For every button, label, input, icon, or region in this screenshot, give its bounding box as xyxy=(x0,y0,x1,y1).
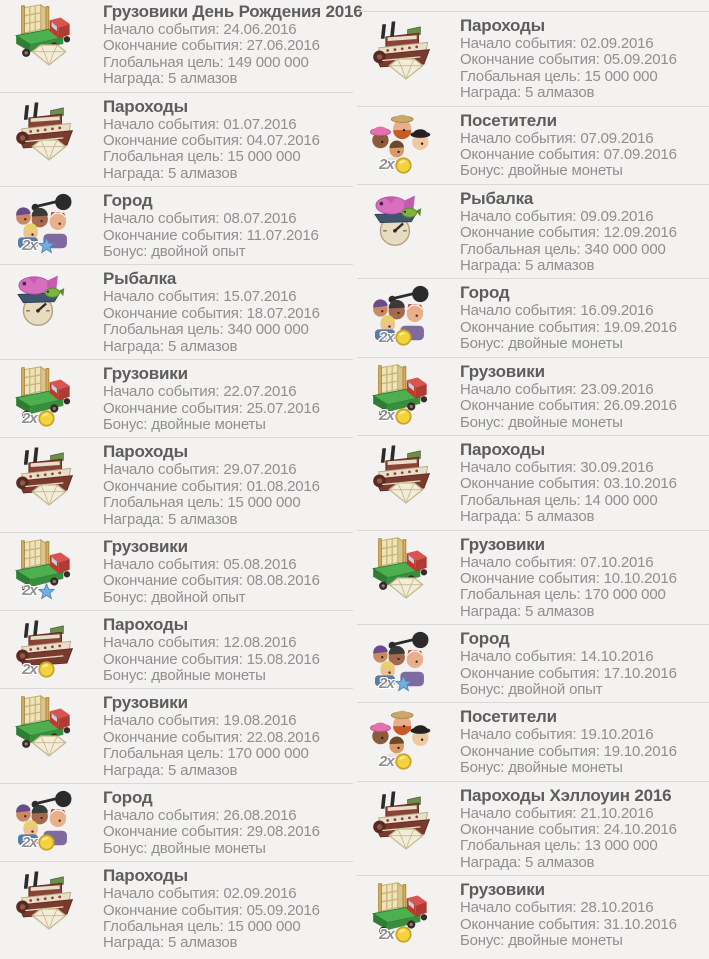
event-detail-line: Окончание события: 27.06.2016 xyxy=(103,37,320,55)
multiplier-label: 2x xyxy=(379,674,394,692)
diamond-icon xyxy=(386,57,426,81)
event-icon-cell xyxy=(0,441,103,501)
event-text xyxy=(460,110,709,180)
event-badge xyxy=(379,408,412,425)
event-detail-line: Окончание события: 15.08.2016 xyxy=(103,650,320,668)
event-text xyxy=(103,1,363,88)
event-list-item[interactable] xyxy=(357,435,709,530)
event-list-item[interactable] xyxy=(0,861,353,956)
event-title: Пароходы xyxy=(460,439,545,459)
coin-icon xyxy=(395,157,412,174)
event-detail-line: Окончание события: 05.09.2016 xyxy=(103,901,320,919)
event-badge xyxy=(28,907,69,931)
event-detail-line: Начало события: 28.10.2016 xyxy=(460,899,654,917)
event-detail-line: Глобальная цель: 15 000 000 xyxy=(103,494,301,512)
event-detail-line: Глобальная цель: 15 000 000 xyxy=(103,148,301,166)
event-detail-line: Награда: 5 алмазов xyxy=(103,164,238,182)
star-icon xyxy=(38,237,55,254)
event-text xyxy=(103,96,353,183)
event-icon-cell xyxy=(357,706,460,770)
event-title: Пароходы xyxy=(460,16,545,35)
event-detail-line: Глобальная цель: 340 000 000 xyxy=(103,321,309,339)
event-title: Грузовики xyxy=(103,536,188,556)
event-detail-line: Бонус: двойные монеты xyxy=(103,666,266,684)
event-detail-line: Награда: 5 алмазов xyxy=(460,257,595,275)
event-detail-line: Окончание события: 24.10.2016 xyxy=(460,821,677,838)
event-detail-line: Окончание события: 26.09.2016 xyxy=(460,397,677,415)
event-badge xyxy=(385,57,426,81)
event-badge xyxy=(22,834,55,851)
event-icon-cell xyxy=(0,268,103,328)
event-badge xyxy=(28,138,69,162)
event-detail-line: Окончание события: 17.10.2016 xyxy=(460,664,677,682)
multiplier-label: 2x xyxy=(22,660,37,678)
event-detail-line: Начало события: 24.06.2016 xyxy=(103,21,297,38)
event-text xyxy=(103,363,353,433)
event-badge xyxy=(22,237,55,254)
event-icon-cell xyxy=(0,692,103,752)
event-text xyxy=(460,879,709,949)
event-text xyxy=(460,15,709,102)
event-list-item[interactable] xyxy=(357,357,709,435)
event-detail-line: Окончание события: 29.08.2016 xyxy=(103,823,320,841)
event-detail-line: Начало события: 30.09.2016 xyxy=(460,458,654,476)
diamond-icon xyxy=(386,576,426,600)
diamond-icon xyxy=(29,734,69,758)
event-list-item[interactable] xyxy=(357,106,709,184)
event-detail-line: Окончание события: 08.08.2016 xyxy=(103,572,320,590)
diamond-icon xyxy=(386,827,426,851)
event-detail-line: Начало события: 14.10.2016 xyxy=(460,648,654,666)
star-icon xyxy=(395,675,412,692)
event-detail-line: Окончание события: 19.10.2016 xyxy=(460,742,677,760)
event-title: Грузовики xyxy=(460,361,545,381)
event-detail-line: Окончание события: 11.07.2016 xyxy=(103,226,319,244)
event-detail-line: Начало события: 16.09.2016 xyxy=(460,302,654,320)
event-detail-line: Окончание события: 07.09.2016 xyxy=(460,146,677,164)
multiplier-label: 2x xyxy=(22,236,37,254)
event-list-item[interactable] xyxy=(357,278,709,356)
event-list-item[interactable] xyxy=(0,264,353,359)
event-detail-line: Окончание события: 10.10.2016 xyxy=(460,569,677,587)
event-badge xyxy=(379,753,412,770)
event-detail-line: Бонус: двойные монеты xyxy=(460,759,623,777)
event-detail-line: Начало события: 21.10.2016 xyxy=(460,804,654,822)
event-icon-cell xyxy=(0,536,103,600)
event-icon-cell xyxy=(0,190,103,254)
event-list-item[interactable] xyxy=(357,781,709,876)
event-icon-cell xyxy=(357,361,460,425)
event-detail-line: Бонус: двойной опыт xyxy=(103,588,246,606)
event-icon-cell xyxy=(357,879,460,943)
event-list-item[interactable] xyxy=(0,186,353,264)
event-text xyxy=(460,706,709,776)
event-title: Пароходы xyxy=(103,442,188,462)
event-detail-line: Окончание события: 25.07.2016 xyxy=(103,399,320,417)
event-title: Рыбалка xyxy=(103,269,177,289)
event-badge xyxy=(385,827,426,851)
event-detail-line: Начало события: 07.09.2016 xyxy=(460,129,654,147)
event-badge xyxy=(379,926,412,943)
event-icon-cell xyxy=(357,282,460,346)
event-detail-line: Награда: 5 алмазов xyxy=(103,934,238,952)
event-text xyxy=(103,787,353,857)
event-title: Грузовики xyxy=(460,880,545,900)
fish-scale-icon xyxy=(9,270,85,328)
event-title: Рыбалка xyxy=(460,188,534,208)
event-icon-cell xyxy=(0,787,103,851)
event-list-item[interactable] xyxy=(357,11,709,106)
diamond-icon xyxy=(29,483,69,507)
event-detail-line: Награда: 5 алмазов xyxy=(460,84,595,102)
diamond-icon xyxy=(386,481,426,505)
event-text xyxy=(460,534,709,621)
event-list-item[interactable] xyxy=(0,783,353,861)
coin-icon xyxy=(38,661,55,678)
event-detail-line: Глобальная цель: 14 000 000 xyxy=(460,491,658,509)
event-icon-cell xyxy=(0,1,103,61)
event-list-item[interactable] xyxy=(0,532,353,610)
event-detail-line: Окончание события: 04.07.2016 xyxy=(103,132,320,150)
event-title: Город xyxy=(103,788,153,807)
event-badge xyxy=(22,410,55,427)
multiplier-label: 2x xyxy=(22,833,37,851)
event-icon-cell xyxy=(357,785,460,845)
event-detail-line: Окончание события: 22.08.2016 xyxy=(103,728,320,746)
event-list-item[interactable] xyxy=(357,184,709,279)
column-right xyxy=(357,0,709,956)
event-list-item[interactable] xyxy=(357,875,709,953)
event-icon-cell xyxy=(0,96,103,156)
event-title: Город xyxy=(103,191,153,211)
event-list-item[interactable] xyxy=(0,0,363,92)
event-detail-line: Награда: 5 алмазов xyxy=(460,853,595,871)
event-list-item[interactable] xyxy=(0,437,353,532)
event-text xyxy=(103,614,353,684)
event-detail-line: Окончание события: 03.10.2016 xyxy=(460,475,677,493)
event-detail-line: Окончание события: 31.10.2016 xyxy=(460,915,677,933)
multiplier-label: 2x xyxy=(379,407,394,425)
event-detail-line: Глобальная цель: 15 000 000 xyxy=(460,67,658,85)
event-list-item[interactable] xyxy=(0,688,353,783)
event-detail-line: Окончание события: 05.09.2016 xyxy=(460,51,677,69)
event-title: Грузовики xyxy=(103,693,188,713)
event-title: Пароходы xyxy=(103,866,188,886)
event-list-item[interactable] xyxy=(0,92,353,187)
coin-icon xyxy=(395,926,412,943)
event-detail-line: Бонус: двойные монеты xyxy=(460,413,623,431)
diamond-icon xyxy=(29,138,69,162)
event-detail-line: Начало события: 05.08.2016 xyxy=(103,555,297,573)
event-badge xyxy=(385,481,426,505)
multiplier-label: 2x xyxy=(22,409,37,427)
event-detail-line: Глобальная цель: 149 000 000 xyxy=(103,53,309,71)
event-text xyxy=(460,361,709,431)
event-badge xyxy=(28,43,69,67)
event-detail-line: Начало события: 07.10.2016 xyxy=(460,553,654,571)
event-detail-line: Бонус: двойные монеты xyxy=(103,839,266,857)
event-detail-line: Награда: 5 алмазов xyxy=(460,508,595,526)
event-badge xyxy=(379,329,412,346)
event-icon-cell xyxy=(357,534,460,594)
event-detail-line: Начало события: 01.07.2016 xyxy=(103,115,297,133)
event-icon-cell xyxy=(0,614,103,678)
coin-icon xyxy=(395,753,412,770)
event-text xyxy=(460,628,709,698)
event-detail-line: Начало события: 02.09.2016 xyxy=(103,885,297,903)
event-detail-line: Награда: 5 алмазов xyxy=(460,602,595,620)
coin-icon xyxy=(395,329,412,346)
event-badge xyxy=(379,157,412,174)
event-badge xyxy=(22,661,55,678)
event-detail-line: Глобальная цель: 340 000 000 xyxy=(460,240,666,258)
event-list-item[interactable] xyxy=(357,624,709,702)
multiplier-label: 2x xyxy=(379,925,394,943)
event-detail-line: Начало события: 02.09.2016 xyxy=(460,35,654,52)
diamond-icon xyxy=(29,43,69,67)
event-icon-cell xyxy=(0,865,103,925)
event-detail-line: Начало события: 26.08.2016 xyxy=(103,807,297,824)
event-text xyxy=(103,865,353,952)
event-detail-line: Бонус: двойные монеты xyxy=(460,335,623,353)
event-text xyxy=(103,692,353,779)
event-icon-cell xyxy=(357,188,460,248)
event-title: Грузовики День Рождения 2016 xyxy=(103,2,363,21)
event-detail-line: Окончание события: 19.09.2016 xyxy=(460,318,677,336)
event-badge xyxy=(385,576,426,600)
event-detail-line: Начало события: 22.07.2016 xyxy=(103,383,297,401)
event-detail-line: Бонус: двойные монеты xyxy=(103,415,266,433)
event-title: Грузовики xyxy=(460,534,545,554)
event-text xyxy=(460,188,709,275)
event-icon-cell xyxy=(357,439,460,499)
event-detail-line: Начало события: 29.07.2016 xyxy=(103,461,297,479)
event-detail-line: Начало события: 19.10.2016 xyxy=(460,726,654,744)
event-detail-line: Награда: 5 алмазов xyxy=(103,337,238,355)
multiplier-label: 2x xyxy=(379,752,394,770)
event-icon-cell xyxy=(357,15,460,75)
event-title: Город xyxy=(460,629,510,649)
coin-icon xyxy=(395,408,412,425)
event-list-item[interactable] xyxy=(357,530,709,625)
event-list-item[interactable] xyxy=(357,702,709,780)
event-text xyxy=(103,536,353,606)
event-detail-line: Награда: 5 алмазов xyxy=(103,70,238,88)
event-detail-line: Глобальная цель: 170 000 000 xyxy=(460,586,666,604)
event-badge xyxy=(22,583,55,600)
event-detail-line: Награда: 5 алмазов xyxy=(103,761,238,779)
event-detail-line: Окончание события: 18.07.2016 xyxy=(103,304,320,322)
multiplier-label: 2x xyxy=(379,328,394,346)
event-badge xyxy=(28,734,69,758)
event-detail-line: Начало события: 23.09.2016 xyxy=(460,380,654,398)
event-title: Город xyxy=(460,283,510,303)
fish-scale-icon xyxy=(366,190,442,248)
event-icon-cell xyxy=(357,110,460,174)
event-badge xyxy=(28,483,69,507)
event-list-item[interactable] xyxy=(0,359,353,437)
event-title: Пароходы Хэллоуин 2016 xyxy=(460,785,672,805)
event-text xyxy=(103,441,353,528)
diamond-icon xyxy=(29,907,69,931)
coin-icon xyxy=(38,834,55,851)
event-icon-cell xyxy=(357,628,460,692)
event-detail-line: Начало события: 19.08.2016 xyxy=(103,712,297,730)
multiplier-label: 2x xyxy=(22,582,37,600)
event-detail-line: Начало события: 12.08.2016 xyxy=(103,634,297,652)
event-detail-line: Окончание события: 01.08.2016 xyxy=(103,477,320,495)
event-title: Грузовики xyxy=(103,364,188,384)
event-detail-line: Глобальная цель: 13 000 000 xyxy=(460,837,658,855)
event-text xyxy=(460,439,709,526)
event-text xyxy=(103,268,353,355)
event-detail-line: Глобальная цель: 170 000 000 xyxy=(103,745,309,763)
event-detail-line: Начало события: 15.07.2016 xyxy=(103,288,297,306)
event-title: Пароходы xyxy=(103,615,188,635)
event-detail-line: Начало события: 09.09.2016 xyxy=(460,207,654,225)
coin-icon xyxy=(38,410,55,427)
event-detail-line: Бонус: двойные монеты xyxy=(460,162,623,180)
event-list-item[interactable] xyxy=(0,610,353,688)
event-title: Посетители xyxy=(460,707,557,727)
event-detail-line: Награда: 5 алмазов xyxy=(103,510,238,528)
event-title: Посетители xyxy=(460,110,557,130)
event-title: Пароходы xyxy=(103,96,188,116)
event-text xyxy=(103,190,353,260)
multiplier-label: 2x xyxy=(379,156,394,174)
event-detail-line: Бонус: двойной опыт xyxy=(460,680,603,698)
event-detail-line: Глобальная цель: 15 000 000 xyxy=(103,918,301,936)
event-detail-line: Бонус: двойные монеты xyxy=(460,932,623,950)
star-icon xyxy=(38,583,55,600)
event-text xyxy=(460,785,709,872)
event-detail-line: Окончание события: 12.09.2016 xyxy=(460,224,677,242)
event-badge xyxy=(379,675,412,692)
event-text xyxy=(460,282,709,352)
event-detail-line: Бонус: двойной опыт xyxy=(103,243,246,261)
event-detail-line: Начало события: 08.07.2016 xyxy=(103,210,297,228)
event-icon-cell xyxy=(0,363,103,427)
